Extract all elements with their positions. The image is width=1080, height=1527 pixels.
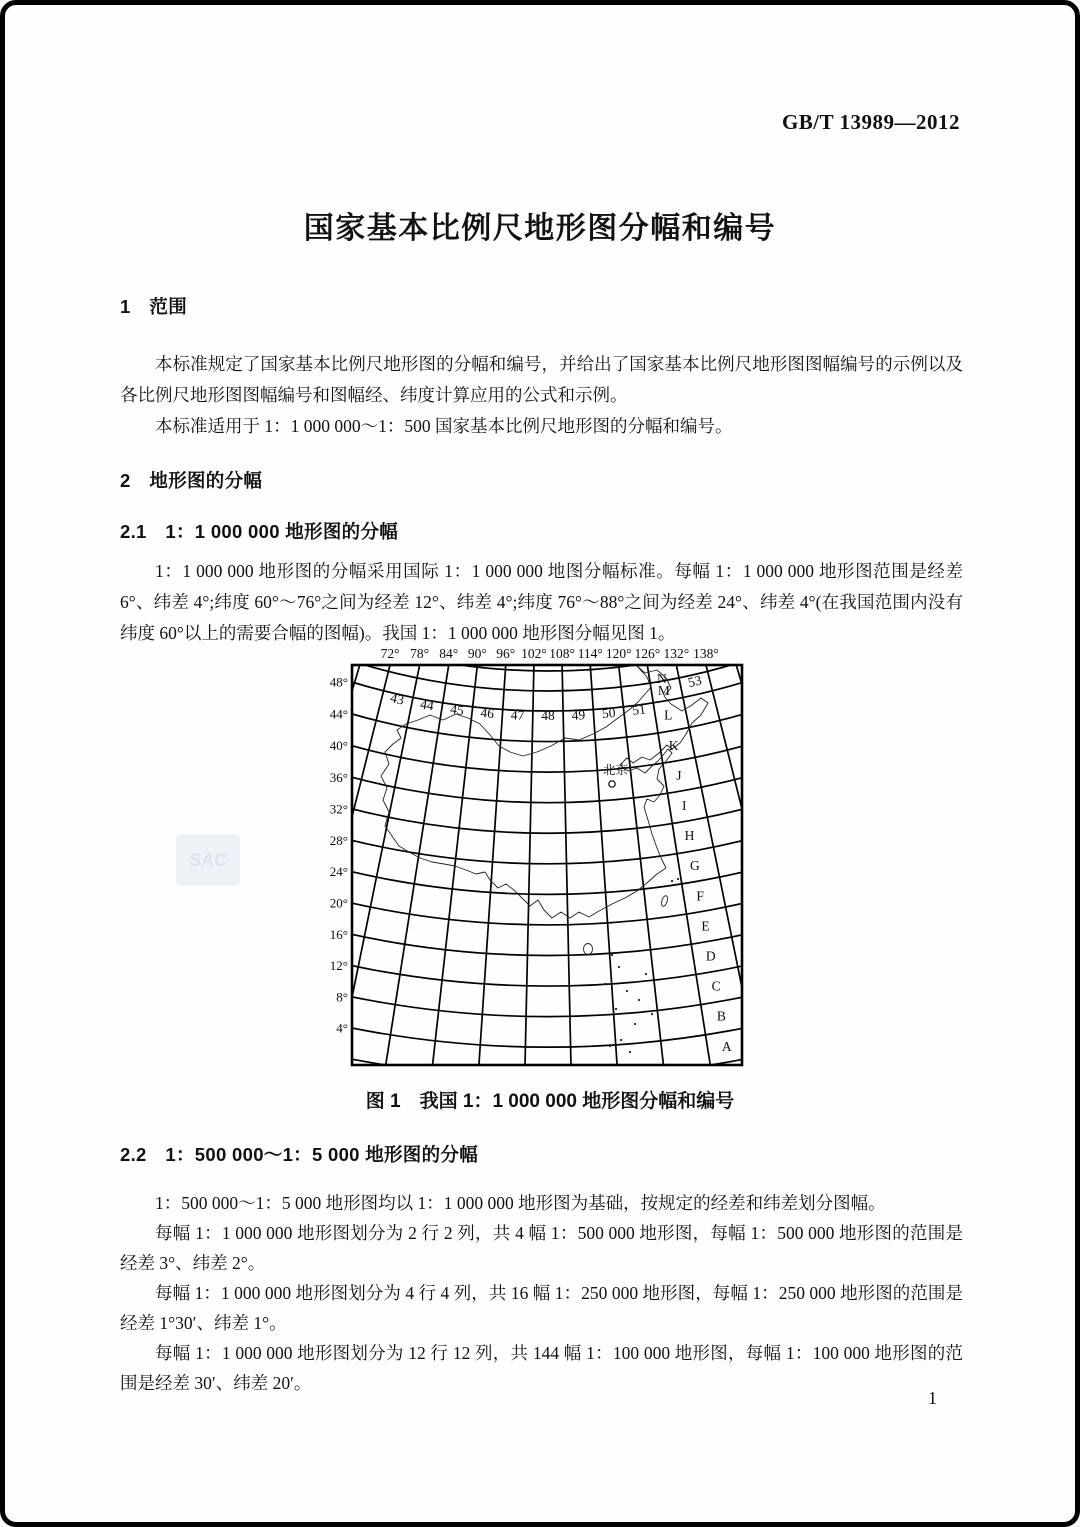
hainan-island [584,944,593,955]
lat-label: 20° [329,895,348,911]
sheet-row-letter: K [668,737,679,753]
sheet-column-number: 50 [601,704,617,722]
lon-label: 108° [549,646,575,661]
lat-label: 48° [329,674,348,690]
lat-label: 8° [336,989,348,1005]
lat-label: 40° [329,738,348,754]
document-title: 国家基本比例尺地形图分幅和编号 [303,212,777,245]
paragraph: 1：1 000 000 地形图的分幅采用国际 1：1 000 000 地图分幅标准。每幅 1：1 000 000 地形图范围是经差 6°、纬差 4°;纬度 60°～76°之间为经差 12°、纬差 4°;纬度 76°～88°之间为经差 24°、纬差 4°(在我国范围内没有纬度 60°以上的需要合幅的图幅)。我国 1：1 000 000 地形图分幅见图 1。 [120,561,963,643]
sheet-column-number: 53 [686,672,704,691]
lat-label: 44° [329,706,348,722]
lon-label: 102° [521,646,547,661]
lat-label: 4° [336,1020,348,1036]
standard-number: GB/T 13989—2012 [781,110,960,134]
figure-1-caption: 图 1 我国 1：1 000 000 地形图分幅和编号 [365,1091,735,1112]
map-border [352,665,742,1065]
section-2-2-body [120,1188,963,1398]
lon-label: 132° [663,646,690,661]
taiwan-island [660,895,668,907]
sheet-row-letter: B [716,1008,726,1024]
sheet-row-letter: C [711,978,721,994]
figure-1-map [325,643,780,1078]
sheet-row-letter: J [676,767,682,783]
paragraph: 本标准适用于 1：1 000 000～1：500 国家基本比例尺地形图的分幅和编号。 [155,416,733,436]
lon-label: 84° [439,646,459,661]
lon-label: 120° [605,646,632,661]
beijing-label: 北京 [603,763,629,777]
section-2-2-heading: 2.2 1：500 000～1：5 000 地形图的分幅 [120,1144,479,1165]
paragraph: 本标准规定了国家基本比例尺地形图的分幅和编号，并给出了国家基本比例尺地形图图幅编号的示例以及各比例尺地形图图幅编号和图幅经、纬度计算应用的公式和示例。 [120,354,963,405]
beijing-marker [609,781,615,787]
sheet-row-letter: F [696,888,704,904]
sheet-column-number: 43 [389,690,406,708]
section-2-1-heading: 2.1 1：1 000 000 地形图的分幅 [120,521,399,542]
sheet-row-letter: I [681,798,687,814]
paragraph: 每幅 1：1 000 000 地形图划分为 12 行 12 列，共 144 幅 1：100 000 地形图，每幅 1：100 000 地形图的范围是经差 30′、纬差 20′。 [120,1343,963,1393]
sheet-column-number: 51 [631,701,647,718]
china-outline [381,665,708,1053]
sheet-column-number: 45 [449,701,465,718]
lat-label: 24° [329,864,348,880]
lon-label: 138° [693,646,719,661]
sheet-row-letter: G [689,858,700,874]
lon-label: 126° [634,646,661,661]
lat-label: 32° [329,801,348,817]
paragraph: 每幅 1：1 000 000 地形图划分为 4 行 4 列，共 16 幅 1：250 000 地形图，每幅 1：250 000 地形图的范围是经差 1°30′、纬差 1°。 [120,1283,963,1333]
lon-label: 78° [410,646,430,661]
lat-label: 28° [329,832,348,848]
lat-label: 12° [329,958,348,974]
section-1-heading: 1 范围 [120,296,187,317]
section-2-heading: 2 地形图的分幅 [120,470,263,491]
sheet-column-number: 48 [541,708,555,724]
lon-label: 90° [467,646,487,661]
china-sheet-grid-map [325,643,780,1078]
lon-label: 96° [496,646,516,661]
scan-watermark: SAC [176,834,240,886]
lat-label: 16° [329,926,348,942]
sheet-row-letter: L [664,707,673,723]
sheet-row-letter: M [657,682,670,698]
paragraph: 每幅 1：1 000 000 地形图划分为 2 行 2 列，共 4 幅 1：500 000 地形图，每幅 1：500 000 地形图的范围是经差 3°、纬差 2°。 [120,1223,963,1273]
section-1-body [120,349,963,442]
paragraph: 1：500 000～1：5 000 地形图均以 1：1 000 000 地形图为基础，按规定的经差和纬差划分图幅。 [155,1193,886,1213]
sheet-column-number: 46 [479,704,495,722]
section-2-1-body [120,556,963,649]
sheet-row-letter: A [721,1038,732,1054]
lon-label: 72° [380,646,400,661]
sheet-row-letter: E [701,918,710,934]
sheet-row-letter: D [705,948,716,964]
sheet-column-number: 44 [419,696,436,714]
sheet-row-letter: N [656,671,667,687]
page-number: 1 [928,1388,937,1408]
lon-label: 114° [577,646,603,661]
sheet-column-number: 49 [571,707,586,723]
lat-label: 36° [329,769,348,785]
sheet-column-number: 47 [510,707,525,723]
sheet-row-letter: H [684,828,695,844]
